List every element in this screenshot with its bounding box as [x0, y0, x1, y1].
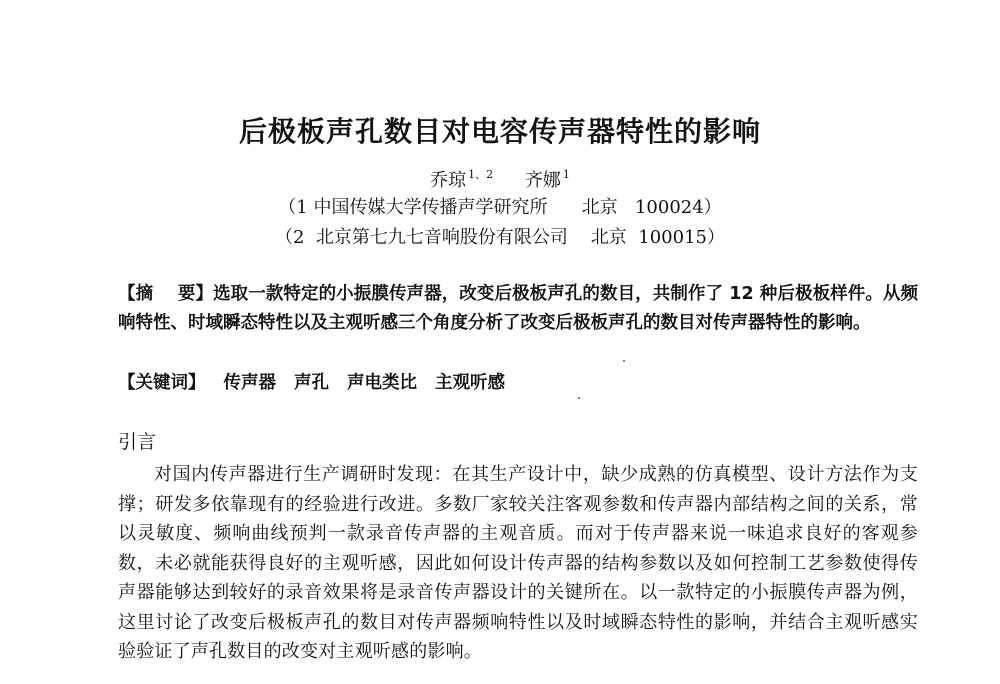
scan-speck: [623, 360, 625, 362]
author-1: [430, 163, 493, 193]
affiliation-2: （2 北京第七九七音响股份有限公司 北京 100015）: [275, 227, 725, 248]
paper-title: 后极板声孔数目对电容传声器特性的影响: [238, 115, 761, 148]
abstract-text: 选取一款特定的小振膜传声器，改变后极板声孔的数目，共制作了 12 种后极板样件。从频响特性、时域瞬态特性以及主观听感三个角度分析了改变后极板声孔的数目对传声器特性的影响。: [118, 284, 918, 333]
abstract-label: 【摘 要】: [118, 284, 214, 304]
author-line: [0, 163, 1000, 193]
author-name: 乔琼: [430, 170, 467, 191]
keyword: 主观听感: [435, 373, 505, 393]
keywords-label: 【关键词】: [118, 373, 206, 393]
keyword: 传声器: [223, 373, 276, 393]
abstract: [118, 280, 918, 338]
affiliation-1: （1 中国传媒大学传播声学研究所 北京 100024）: [278, 197, 722, 218]
keywords: [118, 369, 505, 398]
affiliation-mark: 1: [562, 168, 570, 181]
author-2: [525, 163, 570, 193]
author-name: 齐娜: [524, 170, 561, 191]
body-paragraph: 对国内传声器进行生产调研时发现：在其生产设计中，缺少成熟的仿真模型、设计方法作为支撑；研发多依靠现有的经验进行改进。多数厂家较关注客观参数和传声器内部结构之间的关系，常以灵敏度、频响曲线预判一款录音传声器的主观音质。而对于传声器来说一味追求良好的客观参数，未必就能获得良好的主观听感，因此如何设计传声器的结构参数以及如何控制工艺参数使得传声器能够达到较好的录音效果将是录音传声器设计的关键所在。以一款特定的小振膜传声器为例，这里讨论了改变后极板声孔的数目对传声器频响特性以及时域瞬态特性的影响，并结合主观听感实验验证了声孔数目的改变对主观听感的影响。: [118, 464, 918, 662]
scan-speck: [578, 397, 580, 399]
keyword: 声孔: [294, 373, 329, 393]
section-heading: 引言: [118, 431, 157, 453]
affiliation-mark: 1、2: [468, 168, 494, 181]
keyword: 声电类比: [347, 373, 417, 393]
